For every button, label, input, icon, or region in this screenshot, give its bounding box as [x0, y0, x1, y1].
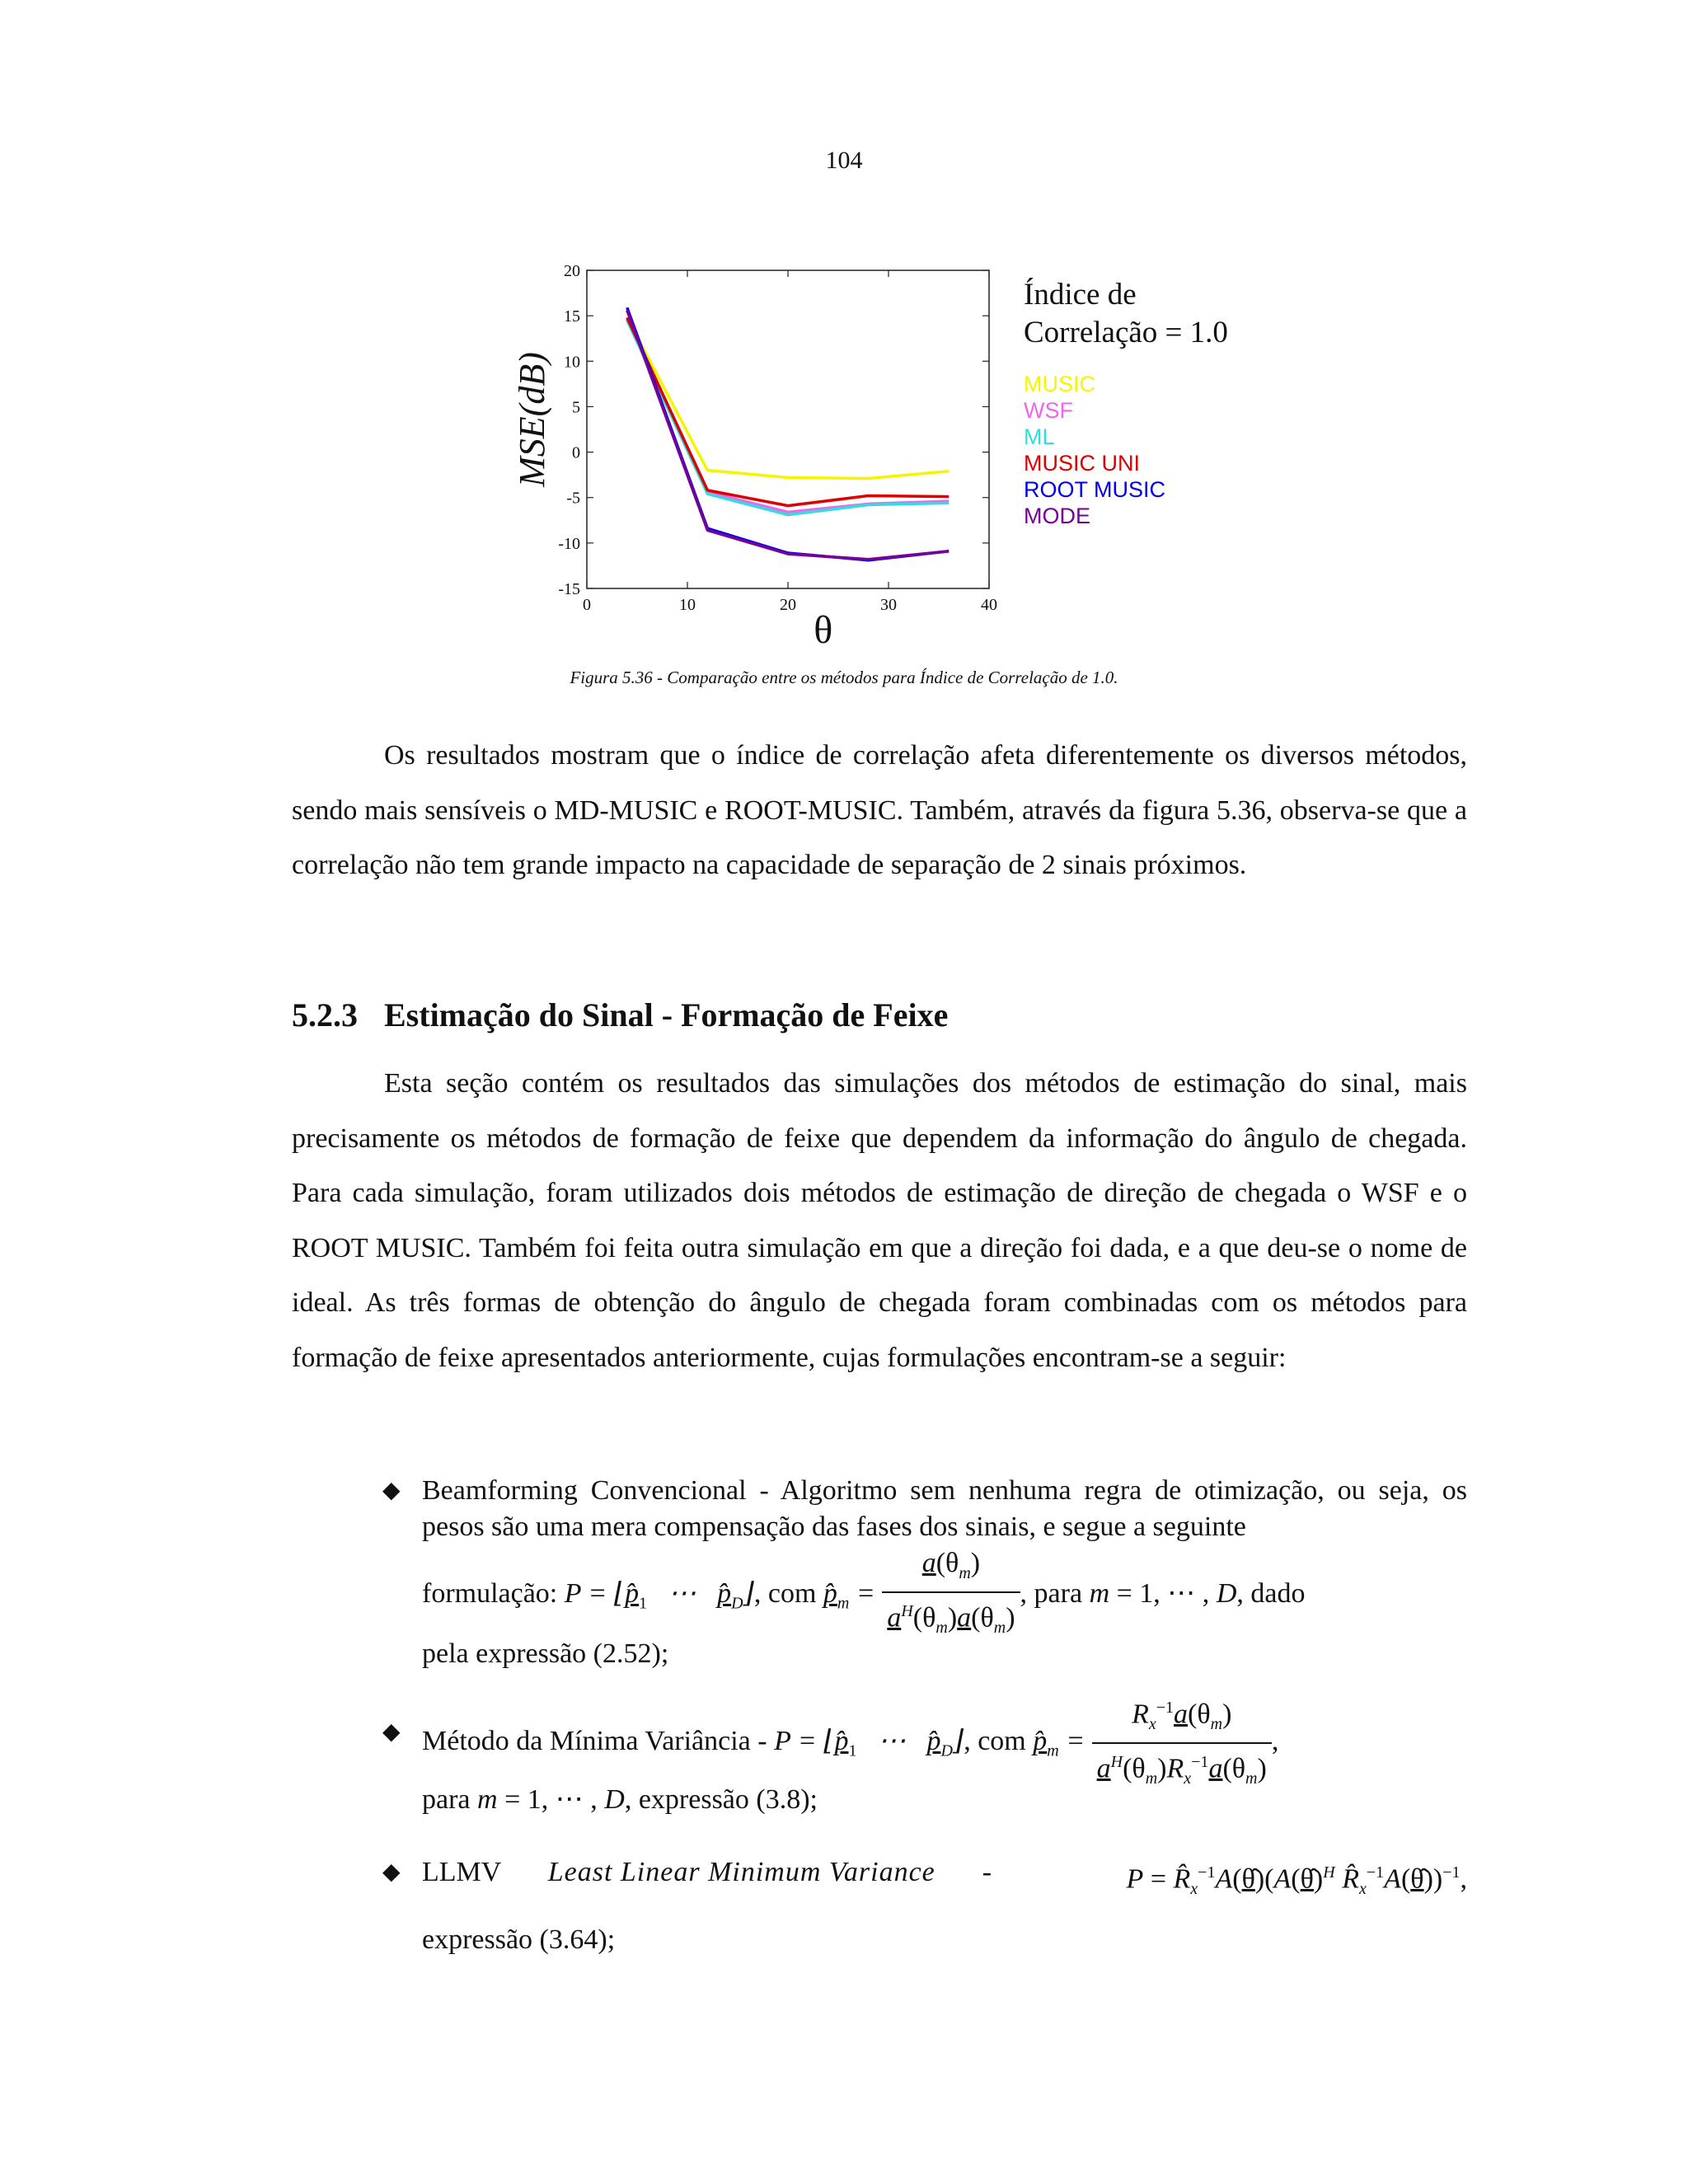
formula-label: Método da Mínima Variância -	[422, 1725, 767, 1756]
x-tick-label: 40	[981, 596, 997, 614]
y-tick-label: 10	[564, 353, 580, 372]
fraction-minimum-variance: $\frac{R_x^{-1}a(\theta_m)}{a^H(\theta_m)R_x^{-1}a(\theta_m)}$	[1092, 1690, 1272, 1797]
series-line-wsf	[627, 320, 949, 513]
diamond-bullet-icon: ◆	[382, 1859, 401, 1885]
paragraph-section-intro-text: Esta seção contém os resultados das simulações dos métodos de estimação do sinal, mais precisamente os métodos de formação de feixe que dependem da informação do ângulo de chegada. Para cada simulação, foram utilizados dois métodos de estimação de direção de chegada o WSF e o ROOT MUSIC. Também foi feita outra simulação em que a direção foi dada, e a que deu-se o nome de ideal. As três formas de obtenção do ângulo de chegada foram combinadas com os métodos para formação de feixe apresentados anteriormente, cujas formulações encontram-se a seguir:	[292, 1068, 1467, 1373]
y-tick-label: 15	[564, 307, 580, 326]
llmv-name: LLMV	[422, 1857, 501, 1887]
legend-item-root-music: ROOT MUSIC	[1024, 477, 1166, 502]
legend-item-ml: ML	[1024, 424, 1055, 449]
y-tick-label: -10	[558, 534, 580, 553]
figure-chart	[495, 247, 1022, 659]
series-line-music	[627, 317, 949, 478]
y-tick-label: 0	[572, 443, 580, 462]
x-tick-label: 0	[583, 596, 591, 614]
x-tick-label: 20	[780, 596, 796, 614]
legend-item-music-uni: MUSIC UNI	[1024, 451, 1140, 476]
series-line-mode	[627, 311, 949, 560]
page-number: 104	[825, 147, 863, 174]
formula-com: , com	[753, 1577, 817, 1609]
bullet-tail: para m = 1, ⋯ , D, expressão (3.8);	[422, 1784, 818, 1815]
legend-item-music: MUSIC	[1024, 372, 1095, 396]
legend-title-line-2: Correlação = 1.0	[1024, 316, 1228, 349]
formula-com: , com	[964, 1725, 1026, 1756]
legend-item-mode: MODE	[1024, 504, 1090, 528]
paragraph-results-text: Os resultados mostram que o índice de correlação afeta diferentemente os diversos métodos, sendo mais sensíveis o MD-MUSIC e ROOT-MUSIC. Também, através da figura 5.36, observa-se que a correlação não tem grande impacto na capacidade de separação de 2 sinais próximos.	[292, 740, 1467, 880]
tail-expression: , expressão (3.8);	[624, 1784, 818, 1815]
diamond-bullet-icon: ◆	[382, 1478, 401, 1503]
section-number: 5.2.3	[292, 996, 358, 1033]
llmv-dash: -	[982, 1857, 992, 1887]
y-tick-label: -5	[566, 489, 580, 508]
y-tick-label: 5	[572, 398, 580, 417]
section-heading	[292, 996, 948, 1034]
formula-minimum-variance: Método da Mínima Variância - $P = ⌊p̂_1$ ⋯ $p̂_D⌋$, com $p̂_m$ = $\frac{R_x^{-1}a(\theta_m)}{a^H(\theta_m)R_x^{-1}a(\theta_m)}$ ,	[422, 1690, 1278, 1797]
bullet-text: Beamforming Convencional - Algoritmo sem nenhuma regra de otimização, ou seja, os pesos são uma mera compensação das fases dos sinais, e segue a seguinte	[422, 1475, 1467, 1542]
y-axis-label: MSE(dB)	[512, 352, 552, 487]
y-tick-label: 20	[564, 262, 580, 280]
x-axis-label: θ	[814, 608, 833, 652]
bullet-tail: expressão (3.64);	[422, 1924, 616, 1955]
llmv-expansion: Least Linear Minimum Variance	[547, 1857, 935, 1887]
formula-prefix: formulação:	[422, 1577, 558, 1609]
figure-caption: Figura 5.36 - Comparação entre os métodos para Índice de Correlação de 1.0.	[570, 668, 1118, 687]
chart-legend	[1024, 371, 1165, 529]
formula-para: , para	[1020, 1577, 1083, 1609]
x-tick-label: 10	[679, 596, 696, 614]
plot-frame	[587, 270, 989, 588]
series-line-root-music	[627, 307, 949, 560]
legend-item-wsf: WSF	[1024, 398, 1073, 423]
formula-llmv: LLMV Least Linear Minimum Variance - $P = R̂_x^{-1}A(\thetâ)(A(\thetâ)^H$ $R̂_x^{-1}A(\thetâ))^{-1}$,	[422, 1857, 1467, 1899]
bullet-tail: pela expressão (2.52);	[422, 1638, 669, 1669]
legend-title-line-1: Índice de	[1024, 278, 1137, 312]
x-tick-label: 30	[880, 596, 897, 614]
fraction-conventional: $\frac{a(\theta_m)}{a^H(\theta_m)a(\theta_m)}$	[882, 1545, 1020, 1646]
bullet-conventional-beamforming	[382, 1473, 1467, 1669]
tail-para: para	[422, 1784, 471, 1815]
y-tick-label: -15	[558, 580, 580, 598]
formula-conventional: formulação: $P = ⌊p̂_1$ ⋯ $p̂_D⌋$, com $p̂_m$ = $\frac{a(\theta_m)}{a^H(\theta_m)a(\theta_m)}$ , para m = 1, ⋯ , D, dado	[422, 1545, 1305, 1646]
paragraph-results	[292, 729, 1467, 893]
diamond-bullet-icon: ◆	[382, 1719, 401, 1745]
series-line-ml	[627, 321, 949, 515]
formula-dado: , dado	[1236, 1577, 1306, 1609]
paragraph-section-intro	[292, 1057, 1467, 1385]
section-title: Estimação do Sinal - Formação de Feixe	[384, 996, 949, 1033]
